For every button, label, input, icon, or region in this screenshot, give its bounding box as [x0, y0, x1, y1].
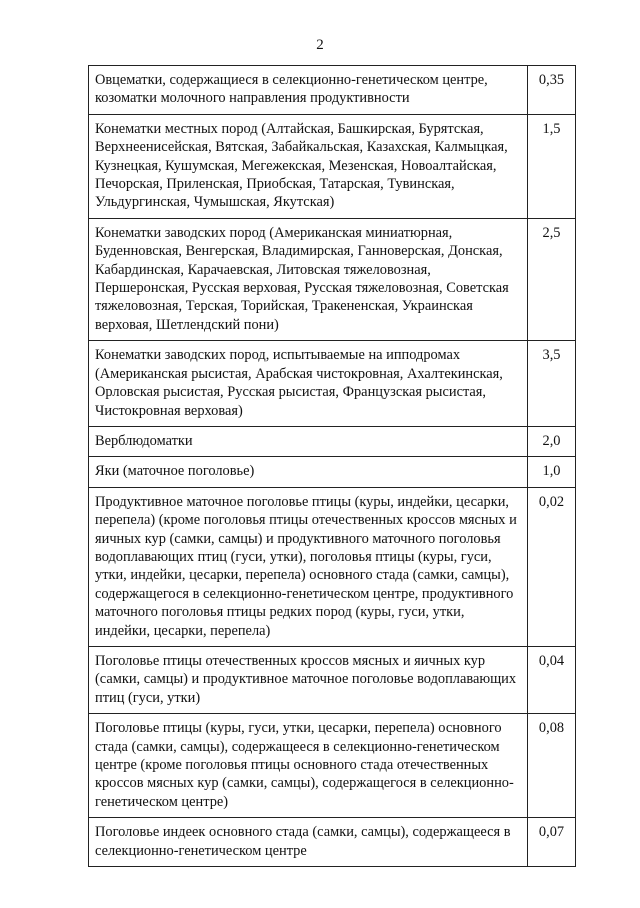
page-number: 2 — [316, 37, 324, 53]
table-row — [89, 646, 576, 713]
rate-value: 0,07 — [528, 818, 576, 867]
rate-value: 0,08 — [528, 714, 576, 818]
animal-category: Поголовье индеек основного стада (самки, самцы), содержащееся в селекционно-генетическом центре — [89, 818, 528, 867]
table-row — [89, 341, 576, 427]
table-row — [89, 457, 576, 487]
table-row — [89, 114, 576, 218]
table-row — [89, 487, 576, 646]
table-row — [89, 426, 576, 456]
animal-category: Продуктивное маточное поголовье птицы (куры, индейки, цесарки, перепела) (кроме поголовья птицы отечественных кроссов мясных и яичных кур (самки, самцы) и продуктивного маточного поголовья водоплавающих птиц (гуси, утки), поголовья птицы (куры, гуси, утки, индейки, цесарки, перепела) основного стада (самки, самцы), содержащегося в селекционно-генетическом центре, продуктивного маточного поголовья птицы редких пород (куры, гуси, утки, индейки, цесарки, перепела) — [89, 487, 528, 646]
animal-category: Конематки заводских пород, испытываемые на ипподромах (Американская рысистая, Арабская чистокровная, Ахалтекинская, Орловская рысистая, Русская рысистая, Французская рысистая, Чистокровная верховая) — [89, 341, 528, 427]
animal-category: Овцематки, содержащиеся в селекционно-генетическом центре, козоматки молочного направления продуктивности — [89, 66, 528, 115]
animal-category: Конематки заводских пород (Американская миниатюрная, Буденновская, Венгерская, Владимирская, Ганноверская, Донская, Кабардинская, Карачаевская, Литовская тяжеловозная, Першеронская, Русская верховая, Русская тяжеловозная, Советская тяжеловозная, Терская, Торийская, Тракененская, Украинская верховая, Шетлендский пони) — [89, 218, 528, 340]
table-row — [89, 714, 576, 818]
rates-table — [88, 65, 576, 867]
animal-category: Конематки местных пород (Алтайская, Башкирская, Бурятская, Верхнеенисейская, Вятская, Забайкальская, Казахская, Калмыцкая, Кузнецкая, Кушумская, Мегежекская, Мезенская, Новоалтайская, Печорская, Приленская, Приобская, Татарская, Тувинская, Ульдургинская, Чумышская, Якутская) — [89, 114, 528, 218]
rate-value: 1,5 — [528, 114, 576, 218]
rate-value: 2,5 — [528, 218, 576, 340]
table-row — [89, 818, 576, 867]
rate-value: 0,04 — [528, 646, 576, 713]
animal-category: Поголовье птицы отечественных кроссов мясных и яичных кур (самки, самцы) и продуктивное маточное поголовье водоплавающих птиц (гуси, утки) — [89, 646, 528, 713]
animal-category: Верблюдоматки — [89, 426, 528, 456]
animal-category: Яки (маточное поголовье) — [89, 457, 528, 487]
rate-value: 1,0 — [528, 457, 576, 487]
rate-value: 3,5 — [528, 341, 576, 427]
table-row — [89, 66, 576, 115]
rate-value: 0,02 — [528, 487, 576, 646]
rate-value: 2,0 — [528, 426, 576, 456]
animal-category: Поголовье птицы (куры, гуси, утки, цесарки, перепела) основного стада (самки, самцы), содержащееся в селекционно-генетическом центре (кроме поголовья птицы основного стада отечественных кроссов мясных кур (самки, самцы), содержащегося в селекционно-генетическом центре) — [89, 714, 528, 818]
rate-value: 0,35 — [528, 66, 576, 115]
table-row — [89, 218, 576, 340]
